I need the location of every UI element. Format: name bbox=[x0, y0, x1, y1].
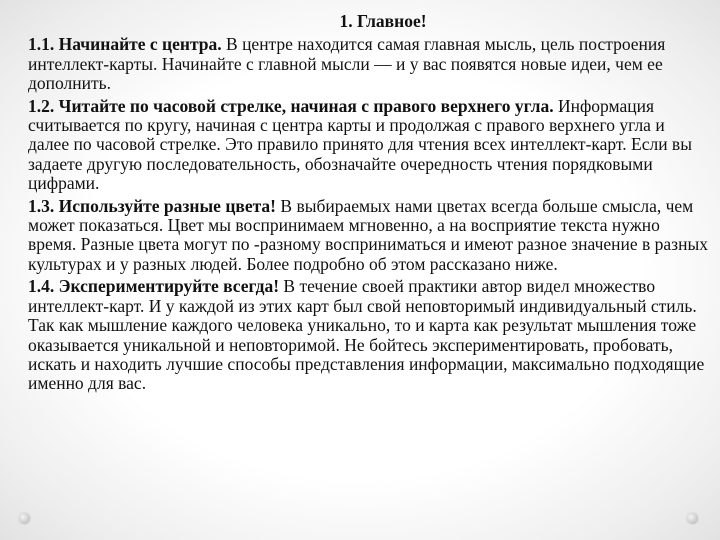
section-heading: 1.2. Читайте по часовой стрелке, начиная с правого верхнего угла. bbox=[28, 95, 554, 116]
section-heading: 1.1. Начинайте с центра. bbox=[28, 34, 222, 55]
slide-content bbox=[28, 12, 708, 397]
section-body: В течение своей практики автор видел множество интеллект-карт. И у каждой из этих карт был свой неповторимый индивидуальный стиль. Так как мышление каждого человека уникально, то и карта как результат мышления тоже оказывается уникальной и неповторимой. Не бойтесь экспериментировать, пробовать, искать и находить лучшие способы представления информации, максимально подходящие именно для вас. bbox=[28, 276, 705, 394]
decorative-dot-left-icon bbox=[19, 513, 30, 524]
section-1-4 bbox=[28, 277, 708, 393]
section-body: В центре находится самая главная мысль, цель построения интеллект-карты. Начинайте с главной мысли — и у вас появятся новые идеи, чем ее дополнить. bbox=[28, 34, 666, 94]
section-body: В выбираемых нами цветах всегда больше смысла, чем может показаться. Цвет мы воспринимаем мгновенно, а на восприятие текста нужно время. Разные цвета могут по -разному восприниматься и имеют разное значение в разных культурах и у разных людей. Более подробно об этом рассказано ниже. bbox=[28, 195, 708, 274]
section-1-1 bbox=[28, 35, 708, 93]
section-heading: 1.3. Используйте разные цвета! bbox=[28, 195, 277, 216]
decorative-dot-right-icon bbox=[687, 513, 698, 524]
section-heading: 1.4. Экспериментируйте всегда! bbox=[28, 276, 280, 297]
section-body: Информация считывается по кругу, начиная с центра карты и продолжая с правого верхнего угла и далее по часовой стрелке. Это правило принято для чтения всех интеллект-карт. Если вы задаете другую последовательность, обозначайте очередность чтения порядковыми цифрами. bbox=[28, 95, 692, 194]
section-1-3 bbox=[28, 197, 708, 275]
slide-title: 1. Главное! bbox=[339, 11, 427, 31]
section-1-2 bbox=[28, 97, 708, 194]
